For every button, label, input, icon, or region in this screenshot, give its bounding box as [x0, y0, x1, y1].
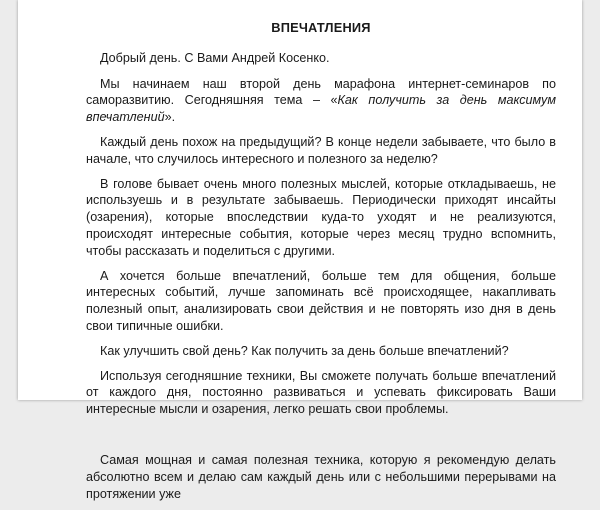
- paragraph-technique-intro: Самая мощная и самая полезная техника, которую я рекомендую делать абсолютно всем и делаю сам каждый день или с небольшими перерывами на протяжении уже: [86, 452, 556, 501]
- document-body: [86, 20, 556, 510]
- paragraph-techniques: Используя сегодняшние техники, Вы сможете получать больше впечатлений от каждого дня, постоянно развиваться и успевать фиксировать Ваши интересные мысли и озарения, легко решать свои проблемы.: [86, 368, 556, 417]
- intro-text: Мы начинаем наш второй день марафона интернет-семинаров по саморазвитию. Сегодняшняя тема – «: [86, 76, 556, 108]
- paragraph-gap: [86, 426, 556, 452]
- paragraph-want: А хочется больше впечатлений, больше тем для общения, больше интересных событий, лучше запоминать всё происходящее, накапливать полезный опыт, анализировать свои действия и не повторять изо дня в день свои типичные ошибки.: [86, 268, 556, 333]
- paragraph-how: Как улучшить свой день? Как получить за день больше впечатлений?: [100, 343, 509, 358]
- document-title: ВПЕЧАТЛЕНИЯ: [271, 20, 371, 35]
- paragraph-thoughts: В голове бывает очень много полезных мыслей, которые откладываешь, не используешь и в результате забываешь. Периодически приходят инсайты (озарения), которые впоследствии куда-то уходят и не реализуются, происходят интересные события, которые через месяц трудно вспомнить, чтобы рассказать и поделиться с другими.: [86, 176, 556, 258]
- paragraph-intro: [86, 76, 556, 126]
- intro-topic: Как получить за день максимум впечатлений: [86, 93, 556, 125]
- document-page: [18, 0, 582, 501]
- paragraph-greeting: Добрый день. С Вами Андрей Косенко.: [100, 50, 330, 65]
- intro-end: ».: [164, 110, 176, 125]
- paragraph-questions: Каждый день похож на предыдущий? В конце недели забываете, что было в начале, что случилось интересного и полезного за неделю?: [86, 134, 556, 166]
